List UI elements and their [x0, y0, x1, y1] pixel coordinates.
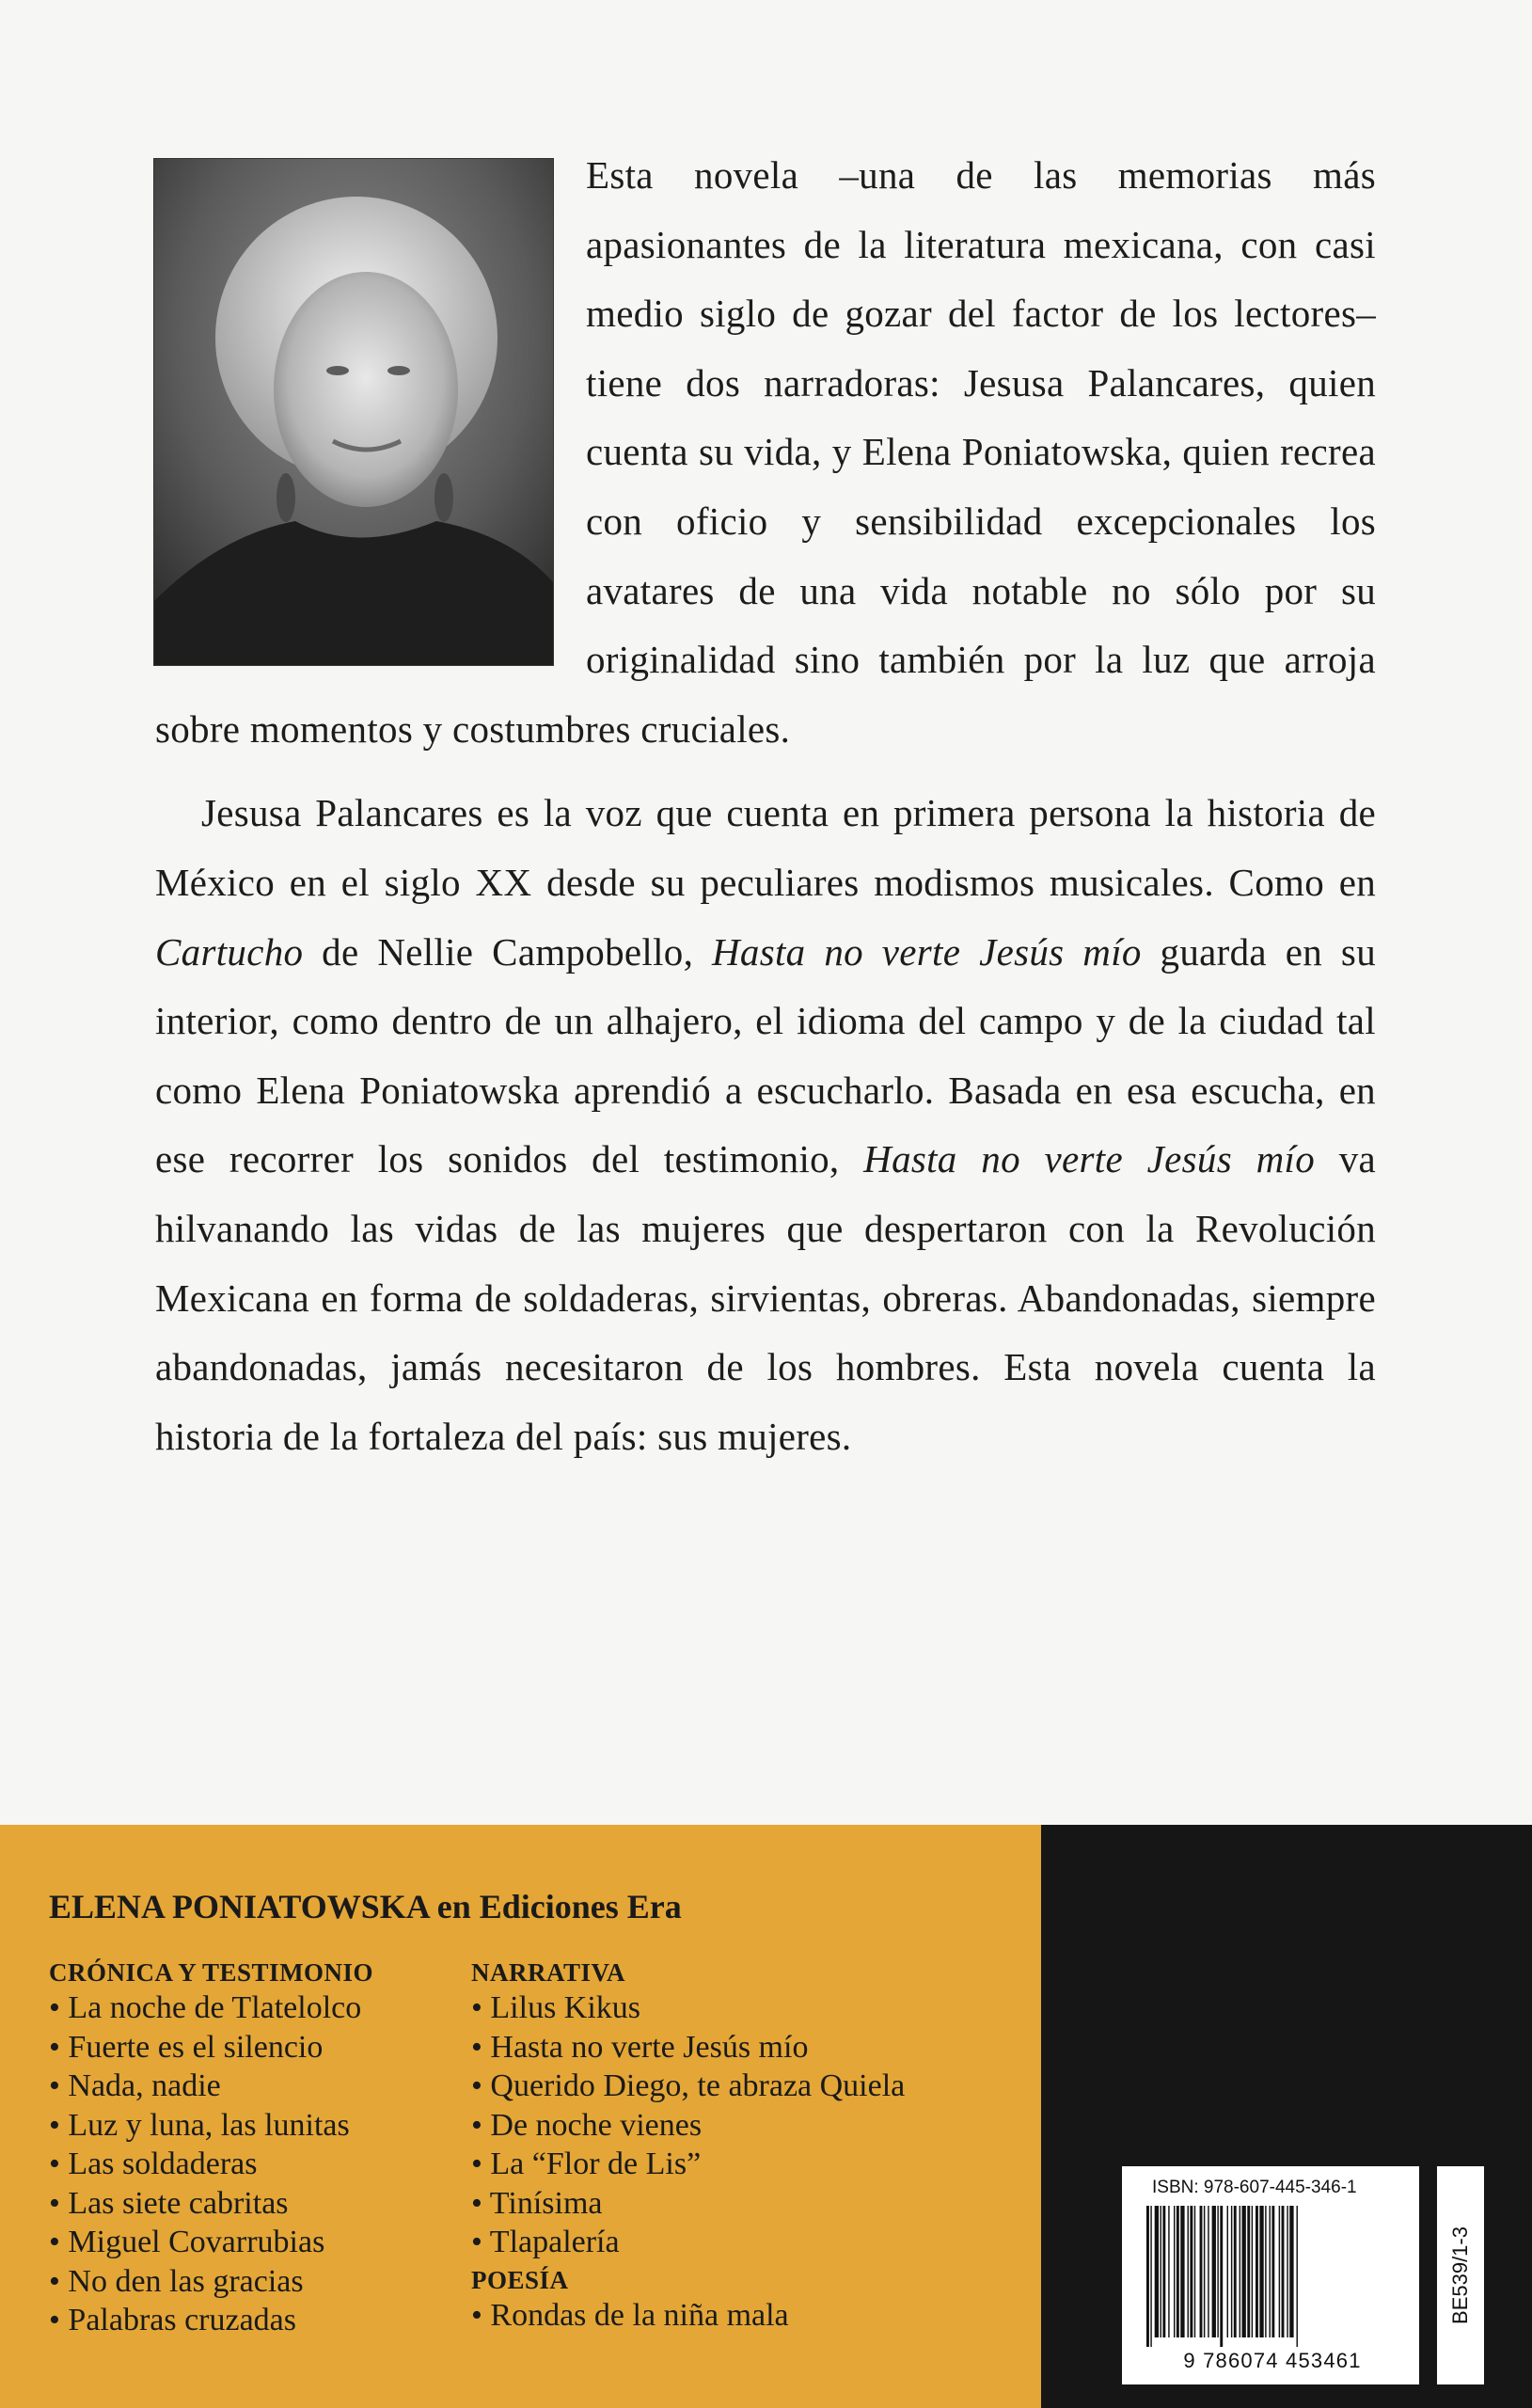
back-cover-blurb	[155, 141, 1376, 1471]
barcode-bar	[1190, 2206, 1192, 2337]
barcode-bar	[1279, 2206, 1280, 2337]
list-item: • Miguel Covarrubias	[49, 2223, 373, 2262]
barcode-bar	[1259, 2206, 1263, 2337]
list-item: • La “Flor de Lis”	[471, 2145, 905, 2184]
blurb-paragraph-1-text: Esta novela –una de las memorias más apasionantes de la literatura mexicana, con casi medio siglo de gozar del factor de los lectores– tiene dos narradoras: Jesusa Palancares, quien cuenta su vida, y Elena Poniatowska, quien recrea con oficio y sensibilidad excepcionales los avatares de una vida notable no sólo por su originalidad sino también por la luz que arroja sobre momentos y costumbres cruciales.	[155, 153, 1376, 751]
blurb-paragraph-2	[155, 779, 1376, 1471]
list-item: • No den las gracias	[49, 2262, 373, 2302]
barcode-bar	[1231, 2206, 1232, 2337]
barcode-bar	[1194, 2206, 1195, 2337]
list-item: • Luz y luna, las lunitas	[49, 2106, 373, 2146]
cronica-column	[49, 1956, 373, 2340]
blurb-text: guarda en su interior, como dentro de un alhajero, el idioma del campo y de la ciudad tal como Elena Poniatowska aprendió a escucharlo. Basada en esa escucha, en ese recorrer los sonidos del testimonio,	[155, 929, 1376, 1181]
blurb-paragraph-1	[155, 141, 1376, 764]
blurb-text: va hilvanando las vidas de las mujeres que despertaron con la Revolución Mexicana en forma de soldaderas, sirvientas, obreras. Abandonadas, siempre abandonadas, jamás necesitaron de los hombres. Esta novela cuenta la historia de la fortaleza del país: sus mujeres.	[155, 1137, 1376, 1458]
barcode-bar	[1289, 2206, 1293, 2337]
barcode-bar	[1217, 2206, 1218, 2337]
list-item: • Las siete cabritas	[49, 2184, 373, 2224]
barcode-bar	[1297, 2206, 1298, 2347]
cronica-list	[49, 1988, 373, 2340]
narrativa-column	[471, 1956, 905, 2335]
isbn-label: ISBN: 978-607-445-346-1	[1152, 2178, 1357, 2197]
barcode-bar	[1162, 2206, 1165, 2337]
barcode-bar	[1271, 2206, 1274, 2337]
series-list-panel	[0, 1825, 1041, 2408]
inventory-code-box	[1437, 2166, 1484, 2384]
list-item: • Las soldaderas	[49, 2145, 373, 2184]
book-title-hasta-no-verte: Hasta no verte Jesús mío	[712, 929, 1142, 974]
poesia-heading: POESÍA	[471, 2265, 569, 2294]
barcode-bar	[1212, 2206, 1216, 2337]
barcode-bar	[1204, 2206, 1205, 2337]
barcode-bar	[1234, 2206, 1237, 2337]
list-item: • Querido Diego, te abraza Quiela	[471, 2067, 905, 2106]
narrativa-list	[471, 1988, 905, 2262]
list-item: • De noche vienes	[471, 2106, 905, 2146]
list-item: • Lilus Kikus	[471, 1988, 905, 2028]
list-item: • Tinísima	[471, 2184, 905, 2224]
list-item: • Rondas de la niña mala	[471, 2296, 905, 2336]
barcode-bar	[1146, 2206, 1149, 2347]
book-title-hasta-no-verte: Hasta no verte Jesús mío	[863, 1137, 1316, 1181]
barcode-bar	[1220, 2206, 1223, 2347]
barcode-bar	[1270, 2206, 1271, 2337]
barcode-bar	[1242, 2206, 1246, 2337]
barcode-bar	[1174, 2206, 1175, 2337]
inventory-code: BE539/1-3	[1448, 2226, 1472, 2324]
barcode-bar	[1168, 2206, 1169, 2337]
barcode-bar	[1200, 2206, 1203, 2337]
barcode-bar	[1227, 2206, 1228, 2337]
list-item: • Fuerte es el silencio	[49, 2028, 373, 2067]
blurb-text: de Nellie Campobello,	[303, 929, 713, 974]
barcode-bar	[1247, 2206, 1250, 2337]
list-item: • La noche de Tlatelolco	[49, 1988, 373, 2028]
barcode-icon	[1145, 2206, 1398, 2347]
list-item: • Tlapalería	[471, 2223, 905, 2262]
poesia-list	[471, 2296, 905, 2336]
barcode-bar	[1188, 2206, 1189, 2337]
book-title-cartucho: Cartucho	[155, 929, 304, 974]
list-item: • Nada, nadie	[49, 2067, 373, 2106]
barcode-bar	[1155, 2206, 1159, 2337]
cronica-heading: CRÓNICA Y TESTIMONIO	[49, 1958, 374, 1987]
list-item: • Palabras cruzadas	[49, 2301, 373, 2340]
narrativa-heading: NARRATIVA	[471, 1958, 626, 1987]
barcode-bar	[1177, 2206, 1179, 2337]
list-item: • Hasta no verte Jesús mío	[471, 2028, 905, 2067]
blurb-text: Jesusa Palancares es la voz que cuenta en primera persona la historia de México en el siglo XX desde su peculiares modismos musicales. Como en	[155, 791, 1376, 904]
barcode-digits: 9 786074 453461	[1183, 2349, 1362, 2372]
barcode-bar	[1265, 2206, 1266, 2337]
barcode-bar	[1252, 2206, 1253, 2337]
barcode-bar	[1180, 2206, 1184, 2337]
barcode-bar	[1256, 2206, 1258, 2337]
barcode-bar	[1150, 2206, 1151, 2347]
barcode-sticker	[1122, 2166, 1419, 2384]
barcode-bar	[1282, 2206, 1285, 2337]
series-title: ELENA PONIATOWSKA en Ediciones Era	[49, 1888, 682, 1925]
